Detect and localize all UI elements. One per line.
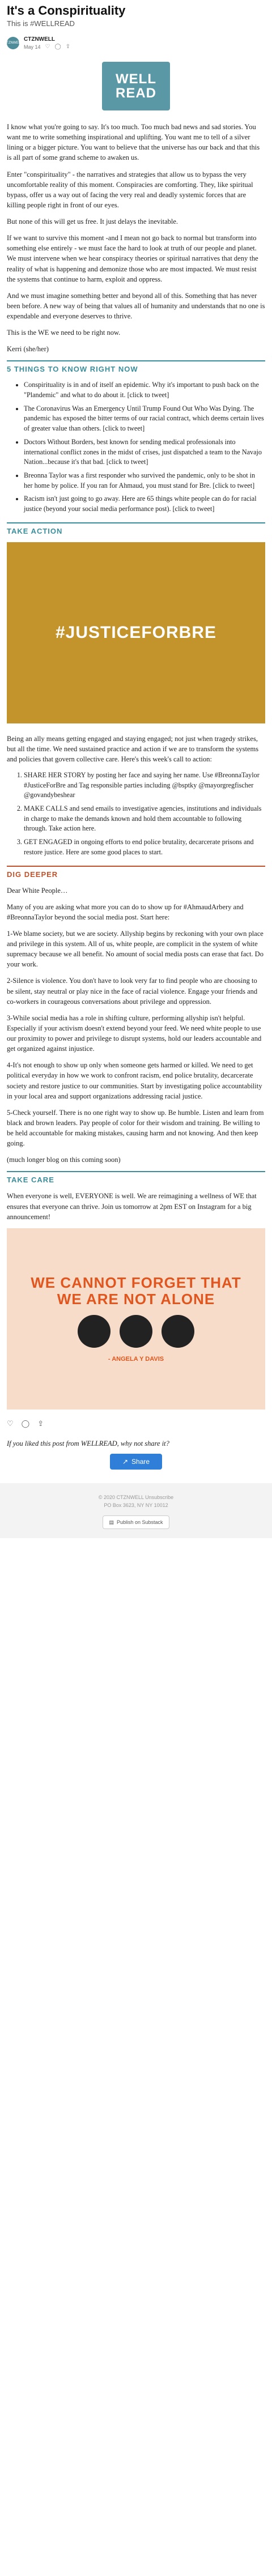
dig-paragraph: Many of you are asking what more you can do to show up for #AhmaudArbery and #BreonnaTaylor beyond the social media post. Start here:	[7, 902, 244, 921]
share-button[interactable]	[110, 1454, 162, 1470]
poster-signature: - ANGELA Y DAVIS	[108, 1356, 164, 1363]
substack-icon: ▤	[109, 1519, 114, 1525]
logo-line-1: WELL	[116, 71, 156, 87]
justice-for-bre-image: #JUSTICEFORBRE	[7, 542, 265, 723]
share-icon[interactable]: ⇪	[37, 1419, 44, 1428]
angela-davis-poster	[7, 1228, 265, 1410]
heart-icon[interactable]: ♡	[45, 44, 50, 50]
author-row	[3, 35, 265, 52]
intro-paragraph: Enter "conspirituality" - the narratives and strategies that allow us to bypass the very uncomfortable reality of this moment. Conspiracies are comforting. They, like spiritual bypass, offer us a way out of facing the very real and deadly systemic forces that are killing people right in front of our eyes.	[7, 170, 253, 209]
action-intro: Being an ally means getting engaged and staying engaged; not just when tragedy strikes, but all the time. We need sustained practice and action if we are to transform the systems and policies that govern collective care. Here's this week's call to action:	[7, 734, 259, 763]
footer	[0, 1483, 272, 1538]
list-item[interactable]: • Conspirituality is in and of itself an epidemic. Why it's important to push back on the "Plandemic" and what to do about it. [click to tweet]	[24, 380, 265, 400]
publish-label: Publish on Substack	[116, 1519, 163, 1525]
post-page	[0, 3, 272, 1470]
share-button-wrap	[7, 1454, 265, 1470]
author-name[interactable]: CTZNWELL	[24, 36, 55, 42]
dig-paragraph: Dear White People…	[7, 886, 68, 895]
reaction-bar	[7, 1420, 265, 1428]
dig-paragraph: 4-It's not enough to show up only when someone gets harmed or killed. We need to get political everyday in how we work to confront racism, end police brutality, decarcerate society and restore justice to our communities. Start by investigating police accountability in your local area and support organizations addressing racial justice.	[7, 1061, 262, 1100]
poster-figures	[78, 1315, 194, 1348]
post-meta	[24, 44, 70, 50]
care-paragraph: When everyone is well, EVERYONE is well. We are reimagining a wellness of WE that ensures that everyone can thrive. Join us tomorrow at 2pm EST on Instagram for a big announcement!	[7, 1192, 257, 1221]
intro-paragraph: This is the WE we need to be right now.	[7, 329, 121, 337]
wellread-logo-wrap	[7, 62, 265, 110]
comment-icon[interactable]: ◯	[21, 1419, 30, 1428]
list-item[interactable]: • Breonna Taylor was a first responder who survived the pandemic, only to be shot in her home by police. If you ran for Ahmaud, you must stand for Bre. [click to tweet]	[24, 471, 265, 491]
footer-address: PO Box 3623, NY NY 10012	[104, 1502, 168, 1509]
dig-paragraph: 1-We blame society, but we are society. Allyship begins by reckoning with your own place and privilege in this system. All of us, white people, are complicit in the system of white supremacy because we all benefit. No amount of social media posts can erase that fact. Do your work.	[7, 929, 264, 969]
section-heading-take-action: TAKE ACTION	[7, 522, 265, 535]
avatar[interactable]: CTZNWELL	[7, 37, 19, 49]
dig-paragraph: (much longer blog on this coming soon)	[7, 1156, 121, 1164]
list-item[interactable]: 3. GET ENGAGED in ongoing efforts to end police brutality, decarcerate prisons and restore justice. Here are some good places to start.	[24, 837, 265, 857]
section-heading-dig-deeper: DIG DEEPER	[7, 866, 265, 879]
post-date: May 14	[24, 44, 41, 50]
intro-paragraph: I know what you're going to say. It's too much. Too much bad news and sad stories. You want me to write something inspirational and uplifting. You want me to tell of a silver lining or a bigger picture. You want to believe that the universe has our back and that this is all part of some grand scheme to awaken us.	[7, 123, 260, 162]
dig-paragraph: 3-While social media has a role in shifting culture, performing allyship isn't helpful. Especially if your activism doesn't extend beyond your feed. We need white people to use our proximity to power and privilege to disrupt systems, hold our leaders accountable and get organized against injustice.	[7, 1014, 262, 1053]
list-item[interactable]: • Doctors Without Borders, best known for sending medical professionals into international conflict zones in the midst of crises, just dispatched a team to the Navajo Nation...because it's that bad. [click to tweet]	[24, 437, 265, 467]
share-note: If you liked this post from WELLREAD, why not share it?	[7, 1439, 169, 1447]
intro-paragraph: But none of this will get us free. It just delays the inevitable.	[7, 218, 178, 225]
portrait-figure	[78, 1315, 110, 1348]
post-title: It's a Conspirituality	[7, 3, 126, 18]
intro-paragraph: If we want to survive this moment -and I mean not go back to normal but transform into something else entirely - we must face the hard to look at truth of our people and planet. We must intervene when we hear conspiracy theories or spiritual narratives that deny the reality of what is happening and demonize those who are most impacted. We must resist the systems that continue to harm, exploit and oppress.	[7, 234, 258, 283]
post-subtitle: This is #WELLREAD	[7, 19, 75, 28]
portrait-figure	[120, 1315, 152, 1348]
things-list	[7, 380, 265, 514]
logo-line-2: READ	[115, 86, 156, 101]
share-button-label: Share	[131, 1457, 150, 1466]
portrait-figure	[162, 1315, 194, 1348]
signature: Kerri (she/her)	[7, 345, 49, 354]
list-item[interactable]: 2. MAKE CALLS and send emails to investigative agencies, institutions and individuals in charge to make the demands known and hold them accountable to following through. Take action here.	[24, 804, 265, 834]
list-item[interactable]: • Racism isn't just going to go away. Here are 65 things white people can do for racial justice (beyond your social media performance post). [click to tweet]	[24, 494, 265, 514]
footer-copyright: © 2020 CTZNWELL Unsubscribe	[98, 1494, 174, 1500]
like-icon[interactable]: ♡	[7, 1419, 14, 1428]
dig-paragraph: 2-Silence is violence. You don't have to look very far to find people who are choosing to be silent, stay neutral or play nice in the face of racial violence. Engage your friends and co-workers in courageous conversations about privilege and oppression.	[7, 977, 258, 1006]
wellread-logo	[102, 62, 170, 110]
section-heading-things: 5 THINGS TO KNOW RIGHT NOW	[7, 360, 265, 373]
comment-icon[interactable]: ◯	[54, 44, 61, 50]
publish-on-substack-button[interactable]	[103, 1515, 169, 1529]
actions-list	[7, 770, 265, 858]
share-icon[interactable]: ⇪	[65, 44, 71, 50]
poster-quote: WE CANNOT FORGET THAT WE ARE NOT ALONE	[31, 1274, 241, 1308]
dig-paragraph: 5-Check yourself. There is no one right way to show up. Be humble. Listen and learn from black and brown leaders. Pay people of color for their wisdom and training. Be willing to be held accountable for making mistakes, causing harm and not knowing. And then keep going.	[7, 1108, 264, 1148]
intro-paragraph: And we must imagine something better and beyond all of this. Something that has never been before. A new way of being that values all of humanity and understands that no one is expendable and everyone deserves to thrive.	[7, 291, 265, 320]
list-item[interactable]: 1. SHARE HER STORY by posting her face and saying her name. Use #BreonnaTaylor #JusticeForBre and Tag responsible parties including @bsptky @mayorgregfischer @govandybeshear	[24, 770, 265, 801]
list-item[interactable]: • The Coronavirus Was an Emergency Until Trump Found Out Who Was Dying. The pandemic has exposed the bitter terms of our racial contract, which deems certain lives of greater value than others. [click to tweet]	[24, 404, 265, 434]
share-arrow-icon: ↗	[122, 1457, 129, 1466]
section-heading-take-care: TAKE CARE	[7, 1171, 265, 1184]
